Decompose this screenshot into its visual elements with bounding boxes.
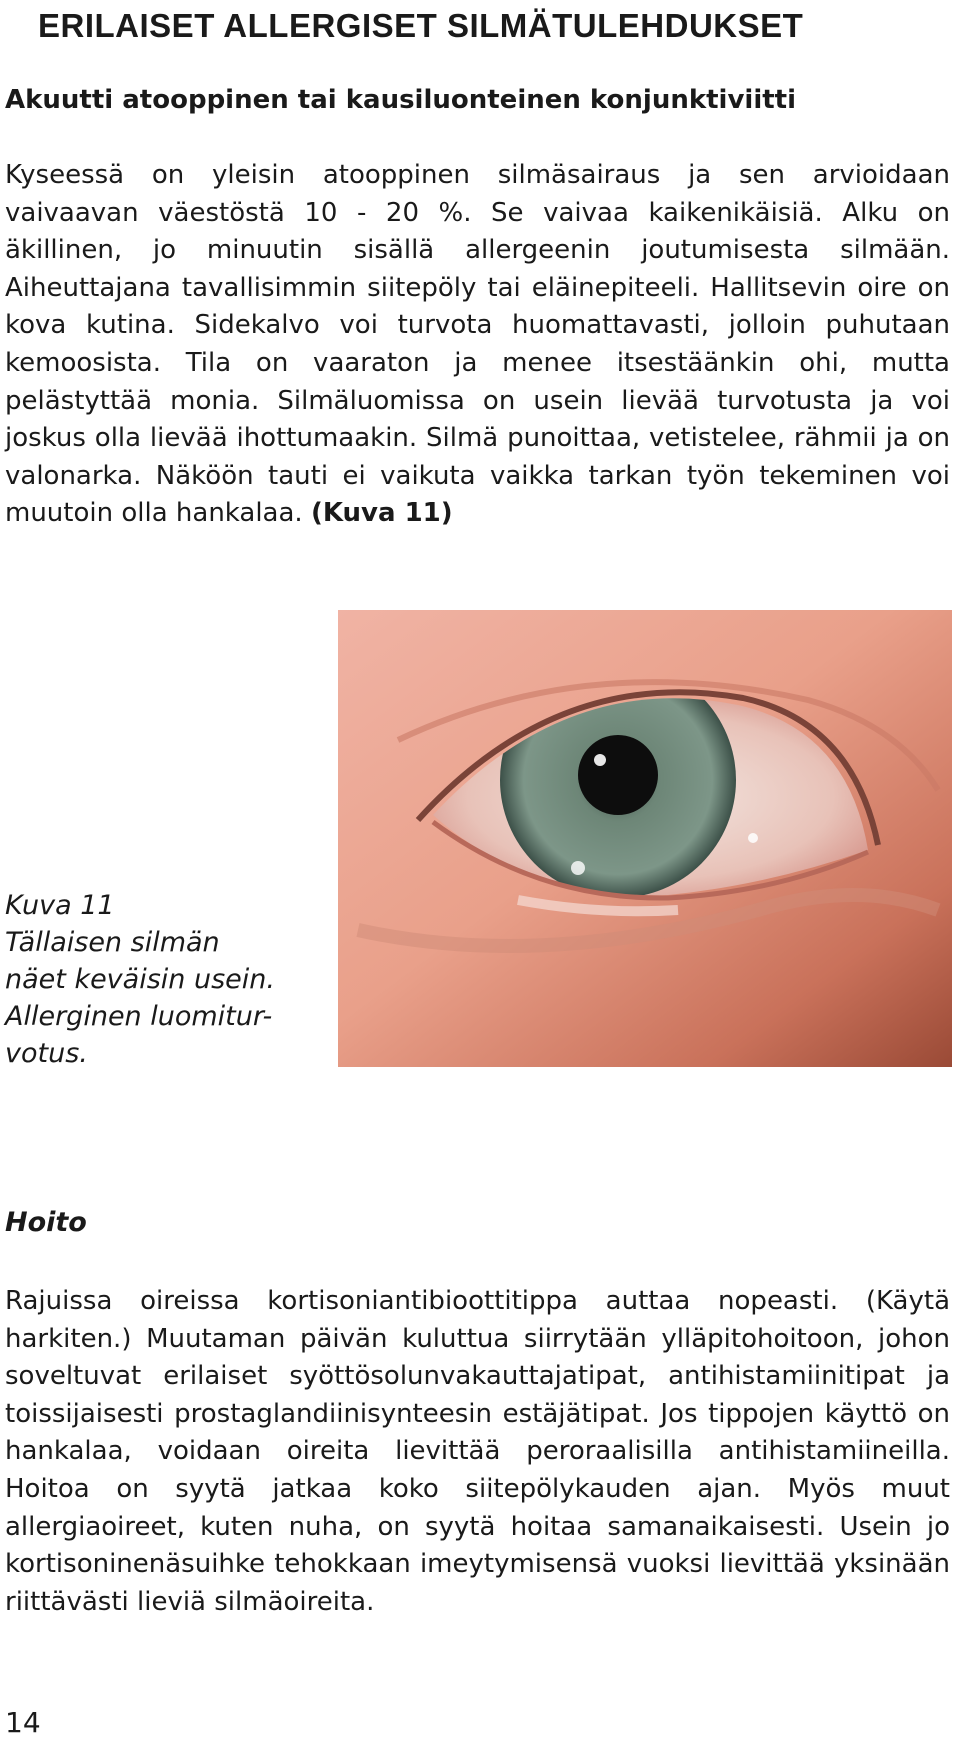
intro-paragraph bbox=[5, 157, 950, 533]
intro-text: Kyseessä on yleisin atooppinen silmäsairaus ja sen arvioidaan vaivaavan väestöstä 10 - 20 %. Se vaivaa kaikenikäisiä. Alku on äkillinen, jo minuutin sisällä allergeenin joutumisesta silmään. Aiheuttajana tavallisimmin siitepöly tai eläinepiteeli. Hallitsevin oire on kova kutina. Sidekalvo voi turvota huomattavasti, jolloin puhutaan kemoosista. Tila on vaaraton ja menee itsestäänkin ohi, mutta pelästyttää monia. Silmäluomissa on usein lievää turvotusta ja voi joskus olla lievää ihottumaakin. Silmä punoittaa, vetistelee, rähmii ja on valonarka. Näköön tauti ei vaikuta vaikka tarkan työn tekeminen voi muutoin olla hankalaa. bbox=[5, 160, 950, 529]
figure-reference: (Kuva 11) bbox=[310, 498, 453, 529]
eye-photo bbox=[338, 610, 952, 1067]
caption-line: Kuva 11 bbox=[5, 890, 115, 921]
page-number: 14 bbox=[5, 1706, 41, 1739]
treatment-paragraph: Rajuissa oireissa kortisoniantibioottitippa auttaa nopeasti. (Käytä harkiten.) Muutaman päivän kuluttua siirrytään ylläpitohoitoon, johon soveltuvat erilaiset syöttösolunvakauttajatipat, antihistamiinitipat ja toissijaisesti prostaglandiinisynteesin estäjätipat. Jos tippojen käyttö on hankalaa, voidaan oireita lievittää peroraalisilla antihistamiineilla. Hoitoa on syytä jatkaa koko siitepölykauden ajan. Myös muut allergiaoireet, kuten nuha, on syytä hoitaa samanaikaisesti. Usein jo kortisoninenäsuihke tehokkaan imeytymisensä vuoksi lievittää yksinään riittävästi lieviä silmäoireita. bbox=[5, 1286, 950, 1617]
caption-line: näet keväisin usein. bbox=[5, 964, 275, 995]
caption-line: Tällaisen silmän bbox=[5, 927, 220, 958]
figure-caption bbox=[5, 887, 325, 1072]
section-subtitle: Akuutti atooppinen tai kausiluonteinen konjunktiviitti bbox=[5, 85, 797, 115]
page-title: ERILAISET ALLERGISET SILMÄTULEHDUKSET bbox=[38, 7, 804, 44]
treatment-heading: Hoito bbox=[5, 1207, 87, 1238]
eye-photo-icon bbox=[338, 610, 952, 1067]
caption-line: votus. bbox=[5, 1038, 88, 1069]
caption-line: Allerginen luomitur- bbox=[5, 1001, 273, 1032]
